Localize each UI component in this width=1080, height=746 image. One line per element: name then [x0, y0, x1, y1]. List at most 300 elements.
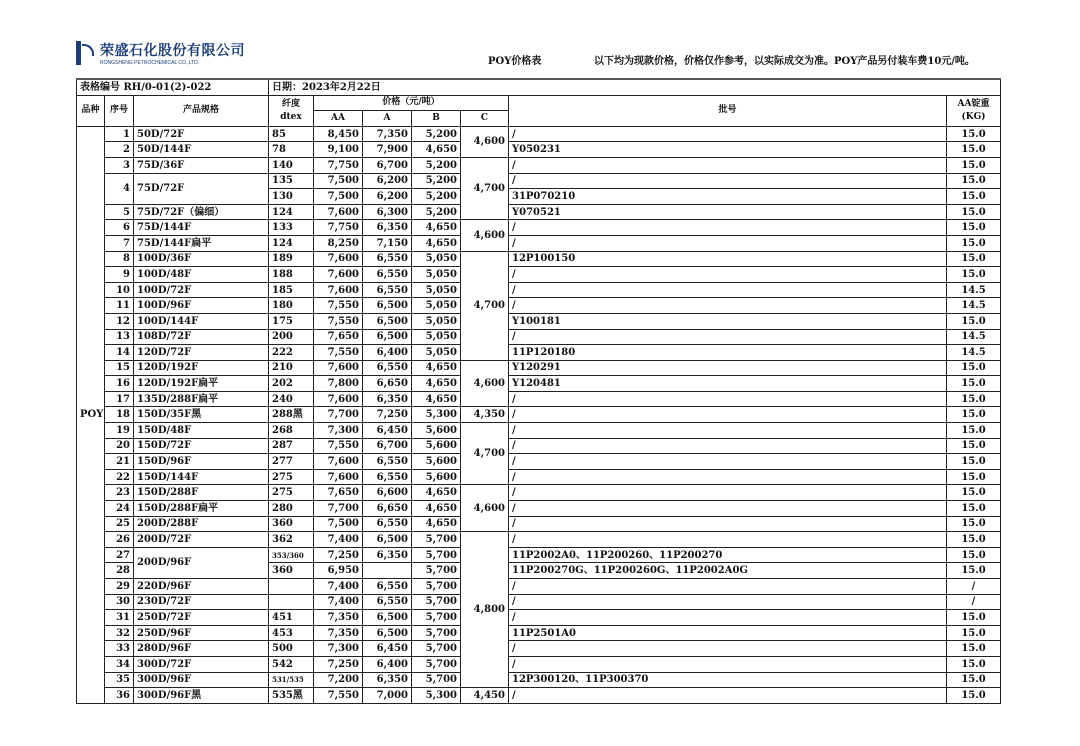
price-aa: 7,400 [314, 532, 363, 548]
price-b: 5,300 [412, 407, 461, 423]
row-number: 36 [105, 688, 134, 704]
product-spec: 150D/288F扁平 [134, 501, 269, 517]
table-row [77, 485, 1001, 501]
aa-spindle-weight: 15.0 [947, 407, 1001, 423]
product-spec: 300D/96F [134, 672, 269, 688]
dtex-value: 288黑 [269, 407, 314, 423]
price-b: 4,650 [412, 516, 461, 532]
price-a: 6,450 [363, 423, 412, 439]
aa-spindle-weight: 15.0 [947, 376, 1001, 392]
price-aa: 7,600 [314, 204, 363, 220]
row-number: 9 [105, 267, 134, 283]
product-spec: 200D/72F [134, 532, 269, 548]
price-b: 5,700 [412, 547, 461, 563]
row-number: 15 [105, 360, 134, 376]
price-c: 4,700 [461, 157, 509, 219]
dtex-value: 453 [269, 625, 314, 641]
table-row [77, 469, 1001, 485]
product-spec: 100D/36F [134, 251, 269, 267]
price-table-body [77, 126, 1001, 703]
aa-spindle-weight: 14.5 [947, 298, 1001, 314]
price-b: 5,700 [412, 532, 461, 548]
product-spec: 150D/72F [134, 438, 269, 454]
price-a: 6,350 [363, 547, 412, 563]
dtex-value: 202 [269, 376, 314, 392]
table-row [77, 672, 1001, 688]
price-a: 6,200 [363, 189, 412, 205]
batch-number: / [509, 610, 947, 626]
batch-number: 31P070210 [509, 189, 947, 205]
row-number: 5 [105, 204, 134, 220]
row-number: 18 [105, 407, 134, 423]
table-row [77, 579, 1001, 595]
price-aa: 7,400 [314, 594, 363, 610]
price-b: 5,050 [412, 313, 461, 329]
price-aa: 7,600 [314, 454, 363, 470]
form-number: 表格编号 RH/0-01(2)-022 [77, 79, 269, 95]
product-spec: 150D/96F [134, 454, 269, 470]
price-b: 4,650 [412, 391, 461, 407]
product-spec: 220D/96F [134, 579, 269, 595]
table-row [77, 204, 1001, 220]
dtex-value: 222 [269, 345, 314, 361]
row-number: 27 [105, 547, 134, 563]
header-spec: 产品规格 [134, 95, 269, 126]
aa-spindle-weight: 15.0 [947, 501, 1001, 517]
price-note: 以下均为现款价格，价格仅作参考，以实际成交为准。POY产品另付装车费10元/吨。 [594, 56, 975, 67]
table-row [77, 391, 1001, 407]
dtex-value: 124 [269, 204, 314, 220]
row-number: 17 [105, 391, 134, 407]
price-c: 4,600 [461, 126, 509, 157]
price-aa: 7,350 [314, 610, 363, 626]
price-aa: 7,350 [314, 625, 363, 641]
dtex-value [269, 594, 314, 610]
row-number: 33 [105, 641, 134, 657]
batch-number: 12P100150 [509, 251, 947, 267]
batch-number: / [509, 594, 947, 610]
table-row [77, 438, 1001, 454]
product-spec: 120D/192F [134, 360, 269, 376]
price-aa: 7,600 [314, 391, 363, 407]
price-b: 5,050 [412, 298, 461, 314]
aa-spindle-weight: 15.0 [947, 547, 1001, 563]
price-c: 4,450 [461, 688, 509, 704]
price-b: 4,650 [412, 235, 461, 251]
price-b: 5,700 [412, 625, 461, 641]
price-c: 4,600 [461, 485, 509, 532]
batch-number: / [509, 407, 947, 423]
header-grade-a: A [363, 111, 412, 127]
row-number: 6 [105, 220, 134, 236]
dtex-value: 287 [269, 438, 314, 454]
dtex-value: 180 [269, 298, 314, 314]
table-row [77, 267, 1001, 283]
table-row [77, 641, 1001, 657]
table-row [77, 298, 1001, 314]
dtex-value: 85 [269, 126, 314, 142]
product-spec: 50D/72F [134, 126, 269, 142]
price-a: 6,550 [363, 579, 412, 595]
aa-spindle-weight: 15.0 [947, 391, 1001, 407]
date: 日期：2023年2月22日 [269, 79, 1001, 95]
dtex-value: 451 [269, 610, 314, 626]
price-aa: 7,800 [314, 376, 363, 392]
batch-number: 11P120180 [509, 345, 947, 361]
price-b: 5,050 [412, 345, 461, 361]
price-a: 7,000 [363, 688, 412, 704]
aa-spindle-weight: 15.0 [947, 625, 1001, 641]
price-a: 6,500 [363, 610, 412, 626]
batch-number: 11P2002A0、11P200260、11P200270 [509, 547, 947, 563]
product-spec: 300D/96F黑 [134, 688, 269, 704]
price-c: 4,350 [461, 407, 509, 423]
dtex-value: 535黑 [269, 688, 314, 704]
row-number: 16 [105, 376, 134, 392]
table-row [77, 454, 1001, 470]
aa-spindle-weight: 15.0 [947, 656, 1001, 672]
product-spec: 108D/72F [134, 329, 269, 345]
table-row [77, 345, 1001, 361]
price-aa: 7,550 [314, 313, 363, 329]
company-name-en: RONGSHENG PETROCHEMICAL CO.,LTD. [100, 60, 200, 66]
row-number: 20 [105, 438, 134, 454]
dtex-value: 500 [269, 641, 314, 657]
price-b: 4,650 [412, 376, 461, 392]
aa-spindle-weight: 15.0 [947, 469, 1001, 485]
row-number: 34 [105, 656, 134, 672]
dtex-value: 280 [269, 501, 314, 517]
product-spec: 100D/144F [134, 313, 269, 329]
product-spec: 75D/36F [134, 157, 269, 173]
row-number: 11 [105, 298, 134, 314]
price-b: 5,700 [412, 610, 461, 626]
price-b: 4,650 [412, 485, 461, 501]
price-a: 6,700 [363, 438, 412, 454]
batch-number: Y050231 [509, 142, 947, 158]
row-number: 1 [105, 126, 134, 142]
row-number: 23 [105, 485, 134, 501]
price-b: 4,650 [412, 360, 461, 376]
product-spec: 75D/72F [134, 173, 269, 204]
batch-number: / [509, 157, 947, 173]
row-number: 2 [105, 142, 134, 158]
price-a: 6,400 [363, 345, 412, 361]
dtex-value: 78 [269, 142, 314, 158]
aa-spindle-weight: 15.0 [947, 454, 1001, 470]
aa-spindle-weight: 14.5 [947, 329, 1001, 345]
price-aa: 7,550 [314, 298, 363, 314]
row-number: 28 [105, 563, 134, 579]
product-spec: 230D/72F [134, 594, 269, 610]
aa-spindle-weight: 15.0 [947, 423, 1001, 439]
header-grade-c: C [461, 111, 509, 127]
price-b: 5,050 [412, 251, 461, 267]
aa-spindle-weight: 15.0 [947, 173, 1001, 189]
price-a: 6,350 [363, 220, 412, 236]
table-row [77, 157, 1001, 173]
price-aa: 7,700 [314, 407, 363, 423]
dtex-value: 275 [269, 485, 314, 501]
product-spec: 135D/288F扁平 [134, 391, 269, 407]
price-c: 4,800 [461, 532, 509, 688]
table-row [77, 360, 1001, 376]
aa-spindle-weight: 15.0 [947, 142, 1001, 158]
aa-spindle-weight: 15.0 [947, 220, 1001, 236]
row-number: 13 [105, 329, 134, 345]
aa-spindle-weight: 15.0 [947, 438, 1001, 454]
batch-number: / [509, 267, 947, 283]
price-a: 7,150 [363, 235, 412, 251]
product-spec: 300D/72F [134, 656, 269, 672]
batch-number: / [509, 485, 947, 501]
batch-number: / [509, 532, 947, 548]
price-a: 6,600 [363, 485, 412, 501]
price-aa: 7,300 [314, 423, 363, 439]
aa-spindle-weight: 15.0 [947, 610, 1001, 626]
price-c: 4,600 [461, 220, 509, 251]
batch-number: / [509, 235, 947, 251]
table-row [77, 656, 1001, 672]
price-aa: 7,500 [314, 516, 363, 532]
batch-number: / [509, 501, 947, 517]
table-row [77, 547, 1001, 563]
header-grade-b: B [412, 111, 461, 127]
product-spec: 200D/96F [134, 547, 269, 578]
dtex-value: 362 [269, 532, 314, 548]
product-spec: 200D/288F [134, 516, 269, 532]
product-spec: 250D/96F [134, 625, 269, 641]
batch-number: / [509, 391, 947, 407]
product-spec: 50D/144F [134, 142, 269, 158]
price-b: 5,600 [412, 469, 461, 485]
price-aa: 7,550 [314, 438, 363, 454]
price-b: 5,200 [412, 157, 461, 173]
price-a: 6,450 [363, 641, 412, 657]
batch-number: 11P2501A0 [509, 625, 947, 641]
dtex-value: 133 [269, 220, 314, 236]
price-aa: 7,750 [314, 220, 363, 236]
price-aa: 7,750 [314, 157, 363, 173]
dtex-value: 135 [269, 173, 314, 189]
dtex-value: 140 [269, 157, 314, 173]
price-aa: 7,200 [314, 672, 363, 688]
dtex-value: 531/535 [269, 672, 314, 688]
price-b: 5,200 [412, 126, 461, 142]
product-spec: 100D/72F [134, 282, 269, 298]
price-a: 6,550 [363, 516, 412, 532]
logo-icon [76, 41, 94, 65]
row-number: 19 [105, 423, 134, 439]
variety-cell: POY [77, 126, 105, 703]
product-spec: 75D/144F [134, 220, 269, 236]
dtex-value: 360 [269, 516, 314, 532]
price-a [363, 563, 412, 579]
price-a: 6,300 [363, 204, 412, 220]
price-a: 6,500 [363, 313, 412, 329]
table-row [77, 610, 1001, 626]
header-weight-label: AA锭重 [957, 98, 990, 109]
product-spec: 250D/72F [134, 610, 269, 626]
row-number: 22 [105, 469, 134, 485]
batch-number: / [509, 220, 947, 236]
price-aa: 8,450 [314, 126, 363, 142]
table-row [77, 126, 1001, 142]
row-number: 12 [105, 313, 134, 329]
price-c: 4,700 [461, 423, 509, 485]
product-spec: 150D/35F黑 [134, 407, 269, 423]
table-row [77, 329, 1001, 345]
aa-spindle-weight: / [947, 579, 1001, 595]
price-aa: 7,650 [314, 329, 363, 345]
aa-spindle-weight: 15.0 [947, 641, 1001, 657]
row-number: 7 [105, 235, 134, 251]
header-weight-unit: (KG) [961, 111, 986, 122]
dtex-value: 189 [269, 251, 314, 267]
price-a: 6,550 [363, 469, 412, 485]
price-a: 7,350 [363, 126, 412, 142]
batch-number: Y100181 [509, 313, 947, 329]
price-aa: 6,950 [314, 563, 363, 579]
price-a: 6,500 [363, 532, 412, 548]
dtex-value: 268 [269, 423, 314, 439]
price-aa: 8,250 [314, 235, 363, 251]
batch-number: / [509, 454, 947, 470]
dtex-value: 353/360 [269, 547, 314, 563]
price-aa: 7,700 [314, 501, 363, 517]
price-aa: 9,100 [314, 142, 363, 158]
batch-number: / [509, 641, 947, 657]
price-a: 6,550 [363, 454, 412, 470]
aa-spindle-weight: 15.0 [947, 563, 1001, 579]
price-b: 5,200 [412, 173, 461, 189]
row-number: 3 [105, 157, 134, 173]
price-a: 6,350 [363, 391, 412, 407]
batch-number: / [509, 516, 947, 532]
price-b: 5,300 [412, 688, 461, 704]
price-a: 6,550 [363, 251, 412, 267]
price-aa: 7,650 [314, 485, 363, 501]
price-a: 6,650 [363, 376, 412, 392]
price-a: 6,550 [363, 360, 412, 376]
table-row [77, 501, 1001, 517]
product-spec: 150D/288F [134, 485, 269, 501]
batch-number: / [509, 438, 947, 454]
price-a: 6,500 [363, 329, 412, 345]
row-number: 24 [105, 501, 134, 517]
price-aa: 7,300 [314, 641, 363, 657]
price-a: 7,900 [363, 142, 412, 158]
price-a: 6,550 [363, 594, 412, 610]
dtex-value [269, 579, 314, 595]
row-number: 25 [105, 516, 134, 532]
price-a: 6,550 [363, 282, 412, 298]
table-row [77, 282, 1001, 298]
product-spec: 75D/72F（偏细） [134, 204, 269, 220]
product-spec: 75D/144F扁平 [134, 235, 269, 251]
product-spec: 100D/96F [134, 298, 269, 314]
price-aa: 7,400 [314, 579, 363, 595]
row-number: 32 [105, 625, 134, 641]
batch-number: / [509, 688, 947, 704]
batch-number: Y070521 [509, 204, 947, 220]
row-number: 8 [105, 251, 134, 267]
price-a: 6,500 [363, 625, 412, 641]
batch-number: Y120291 [509, 360, 947, 376]
dtex-value: 240 [269, 391, 314, 407]
price-aa: 7,550 [314, 688, 363, 704]
price-a: 7,250 [363, 407, 412, 423]
aa-spindle-weight: 15.0 [947, 251, 1001, 267]
price-aa: 7,250 [314, 547, 363, 563]
price-a: 6,200 [363, 173, 412, 189]
aa-spindle-weight: 15.0 [947, 126, 1001, 142]
price-b: 5,200 [412, 189, 461, 205]
dtex-value: 130 [269, 189, 314, 205]
header-price: 价格（元/吨） [314, 95, 509, 111]
price-aa: 7,600 [314, 282, 363, 298]
table-row [77, 516, 1001, 532]
price-b: 5,200 [412, 204, 461, 220]
header-weight [947, 95, 1001, 126]
price-a: 6,350 [363, 672, 412, 688]
batch-number: 11P200270G、11P200260G、11P2002A0G [509, 563, 947, 579]
price-b: 5,700 [412, 579, 461, 595]
dtex-value: 124 [269, 235, 314, 251]
table-row [77, 313, 1001, 329]
batch-number: / [509, 579, 947, 595]
dtex-value: 185 [269, 282, 314, 298]
batch-number: / [509, 423, 947, 439]
aa-spindle-weight: 15.0 [947, 313, 1001, 329]
table-row [77, 235, 1001, 251]
price-aa: 7,250 [314, 656, 363, 672]
price-a: 6,550 [363, 267, 412, 283]
batch-number: Y120481 [509, 376, 947, 392]
aa-spindle-weight: 15.0 [947, 157, 1001, 173]
table-row [77, 173, 1001, 189]
aa-spindle-weight: 15.0 [947, 688, 1001, 704]
price-b: 5,050 [412, 267, 461, 283]
price-table [76, 78, 1001, 704]
header-batch: 批号 [509, 95, 947, 126]
aa-spindle-weight: 15.0 [947, 532, 1001, 548]
batch-number: / [509, 173, 947, 189]
price-b: 5,700 [412, 594, 461, 610]
aa-spindle-weight: / [947, 594, 1001, 610]
dtex-value: 542 [269, 656, 314, 672]
price-a: 6,400 [363, 656, 412, 672]
aa-spindle-weight: 15.0 [947, 516, 1001, 532]
price-b: 5,050 [412, 282, 461, 298]
batch-number: / [509, 126, 947, 142]
product-spec: 100D/48F [134, 267, 269, 283]
header-dtex-label: 纤度 [281, 98, 300, 109]
aa-spindle-weight: 15.0 [947, 189, 1001, 205]
price-a: 6,500 [363, 298, 412, 314]
batch-number: / [509, 469, 947, 485]
table-row [77, 407, 1001, 423]
dtex-value: 277 [269, 454, 314, 470]
row-number: 10 [105, 282, 134, 298]
price-b: 4,650 [412, 142, 461, 158]
price-aa: 7,550 [314, 345, 363, 361]
company-name-cn: 荣盛石化股份有限公司 [100, 43, 245, 59]
batch-number: / [509, 656, 947, 672]
product-spec: 120D/192F扁平 [134, 376, 269, 392]
aa-spindle-weight: 15.0 [947, 235, 1001, 251]
header-no: 序号 [105, 95, 134, 126]
